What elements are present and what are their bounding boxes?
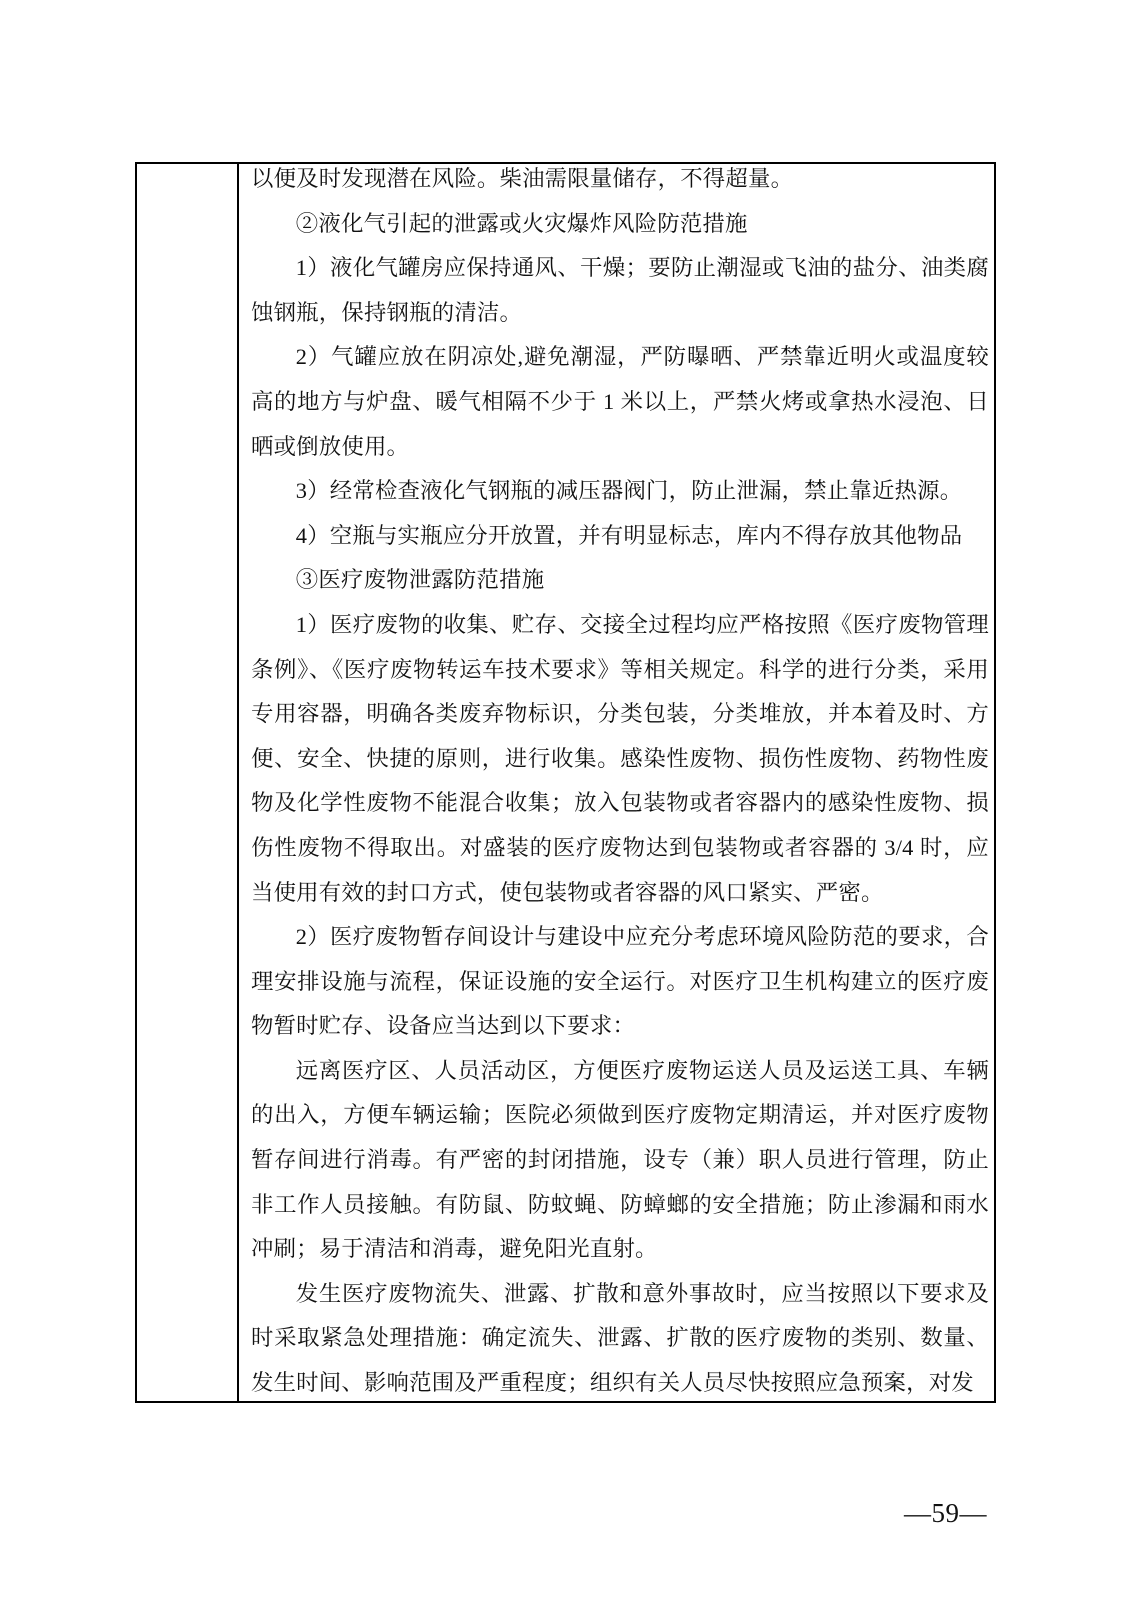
paragraph-heading-2: ②液化气引起的泄露或火灾爆炸风险防范措施 [295,210,748,236]
table-content-cell [239,164,994,1401]
paragraph-item-2: 2）气罐应放在阴凉处,避免潮湿，严防曝晒、严禁靠近明火或温度较高的地方与炉盘、暖气相隔不少于 1 米以上，严禁火烤或拿热水浸泡、日晒或倒放使用。 [251,344,989,459]
paragraph-requirements: 远离医疗区、人员活动区，方便医疗废物运送人员及运送工具、车辆的出入，方便车辆运输；医院必须做到医疗废物定期清运，并对医疗废物暂存间进行消毒。有严密的封闭措施，设专（兼）职人员进行管理，防止非工作人员接触。有防鼠、防蚊蝇、防蟑螂的安全措施；防止渗漏和雨水冲刷；易于清洁和消毒，避免阳光直射。 [251,1057,989,1262]
paragraph-item-3: 3）经常检查液化气钢瓶的减压器阀门，防止泄漏，禁止靠近热源。 [295,478,963,504]
paragraph-heading-3: ③医疗废物泄露防范措施 [295,567,545,593]
paragraph-item-2b: 2）医疗废物暂存间设计与建设中应充分考虑环境风险防范的要求，合理安排设施与流程，保证设施的安全运行。对医疗卫生机构建立的医疗废物暂时贮存、设备应当达到以下要求： [251,924,989,1039]
paragraph-item-1b: 1）医疗废物的收集、贮存、交接全过程均应严格按照《医疗废物管理条例》、《医疗废物转运车技术要求》等相关规定。科学的进行分类，采用专用容器，明确各类废弃物标识，分类包装，分类堆放，并本着及时、方便、安全、快捷的原则，进行收集。感染性废物、损伤性废物、药物性废物及化学性废物不能混合收集；放入包装物或者容器内的感染性废物、损伤性废物不得取出。对盛装的医疗废物达到包装物或者容器的 3/4 时，应当使用有效的封口方式，使包装物或者容器的风口紧实、严密。 [251,611,989,905]
paragraph-item-4: 4）空瓶与实瓶应分开放置，并有明显标志，库内不得存放其他物品 [295,522,963,548]
paragraph-item-1: 1）液化气罐房应保持通风、干燥；要防止潮湿或飞油的盐分、油类腐蚀钢瓶，保持钢瓶的清洁。 [251,255,989,325]
paragraph-continuation: 以便及时发现潜在风险。柴油需限量储存，不得超量。 [251,166,794,191]
paragraph-emergency: 发生医疗废物流失、泄露、扩散和意外事故时，应当按照以下要求及时采取紧急处理措施：确定流失、泄露、扩散的医疗废物的类别、数量、发生时间、影响范围及严重程度；组织有关人员尽快按照应急预案，对发 [251,1280,989,1396]
table-empty-left-cell [137,164,239,1401]
content-table [135,162,996,1403]
page-number: —59— [904,1498,987,1528]
